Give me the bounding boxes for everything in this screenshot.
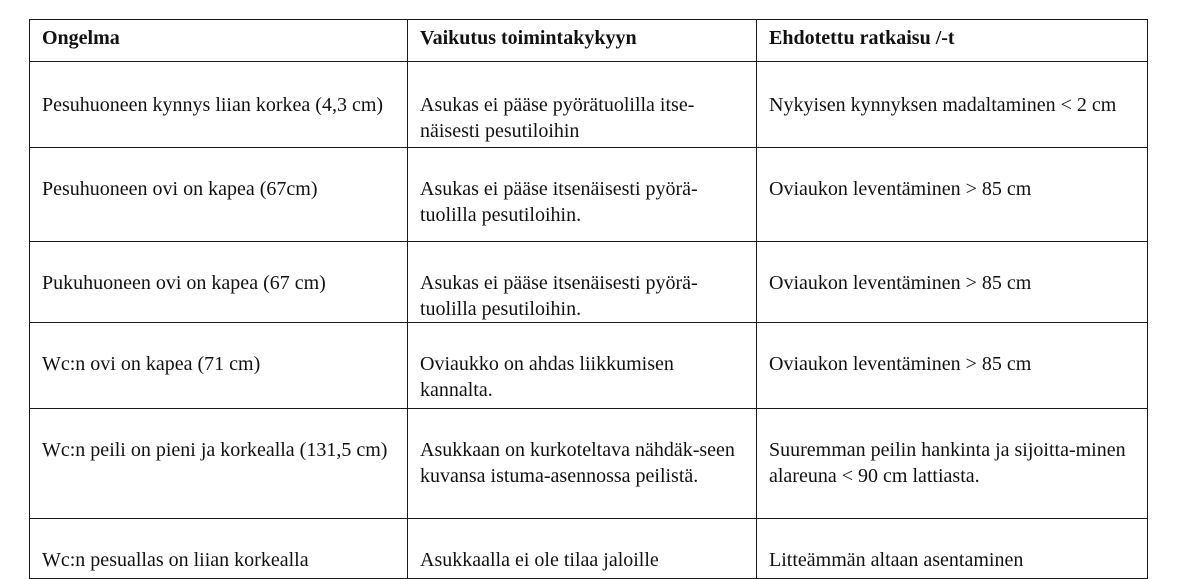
cell-problem: Wc:n peili on pieni ja korkealla (131,5 cm) xyxy=(30,409,408,519)
cell-solution: Nykyisen kynnyksen madaltaminen < 2 cm xyxy=(757,62,1148,148)
cell-problem: Wc:n ovi on kapea (71 cm) xyxy=(30,323,408,409)
table-row xyxy=(30,323,1148,409)
table-row xyxy=(30,519,1148,579)
header-ongelma: Ongelma xyxy=(30,20,408,62)
cell-impact: Oviaukko on ahdas liikkumisen kannalta. xyxy=(408,323,757,409)
table-row xyxy=(30,62,1148,148)
problem-solution-table xyxy=(29,19,1148,579)
cell-problem: Pukuhuoneen ovi on kapea (67 cm) xyxy=(30,242,408,323)
table-row xyxy=(30,409,1148,519)
cell-solution: Oviaukon leventäminen > 85 cm xyxy=(757,323,1148,409)
document-table-container xyxy=(29,19,1147,579)
cell-impact: Asukkaalla ei ole tilaa jaloille xyxy=(408,519,757,579)
header-ratkaisu: Ehdotettu ratkaisu /-t xyxy=(757,20,1148,62)
cell-solution: Oviaukon leventäminen > 85 cm xyxy=(757,242,1148,323)
cell-impact: Asukkaan on kurkoteltava nähdäk-seen kuvansa istuma-asennossa peilistä. xyxy=(408,409,757,519)
table-row xyxy=(30,148,1148,242)
header-vaikutus: Vaikutus toimintakykyyn xyxy=(408,20,757,62)
cell-problem: Wc:n pesuallas on liian korkealla xyxy=(30,519,408,579)
cell-impact: Asukas ei pääse pyörätuolilla itse-näisesti pesutiloihin xyxy=(408,62,757,148)
table-header-row xyxy=(30,20,1148,62)
cell-problem: Pesuhuoneen kynnys liian korkea (4,3 cm) xyxy=(30,62,408,148)
cell-solution: Oviaukon leventäminen > 85 cm xyxy=(757,148,1148,242)
cell-solution: Litteämmän altaan asentaminen xyxy=(757,519,1148,579)
cell-impact: Asukas ei pääse itsenäisesti pyörä-tuolilla pesutiloihin. xyxy=(408,148,757,242)
cell-problem: Pesuhuoneen ovi on kapea (67cm) xyxy=(30,148,408,242)
table-row xyxy=(30,242,1148,323)
cell-solution: Suuremman peilin hankinta ja sijoitta-minen alareuna < 90 cm lattiasta. xyxy=(757,409,1148,519)
cell-impact: Asukas ei pääse itsenäisesti pyörä-tuolilla pesutiloihin. xyxy=(408,242,757,323)
